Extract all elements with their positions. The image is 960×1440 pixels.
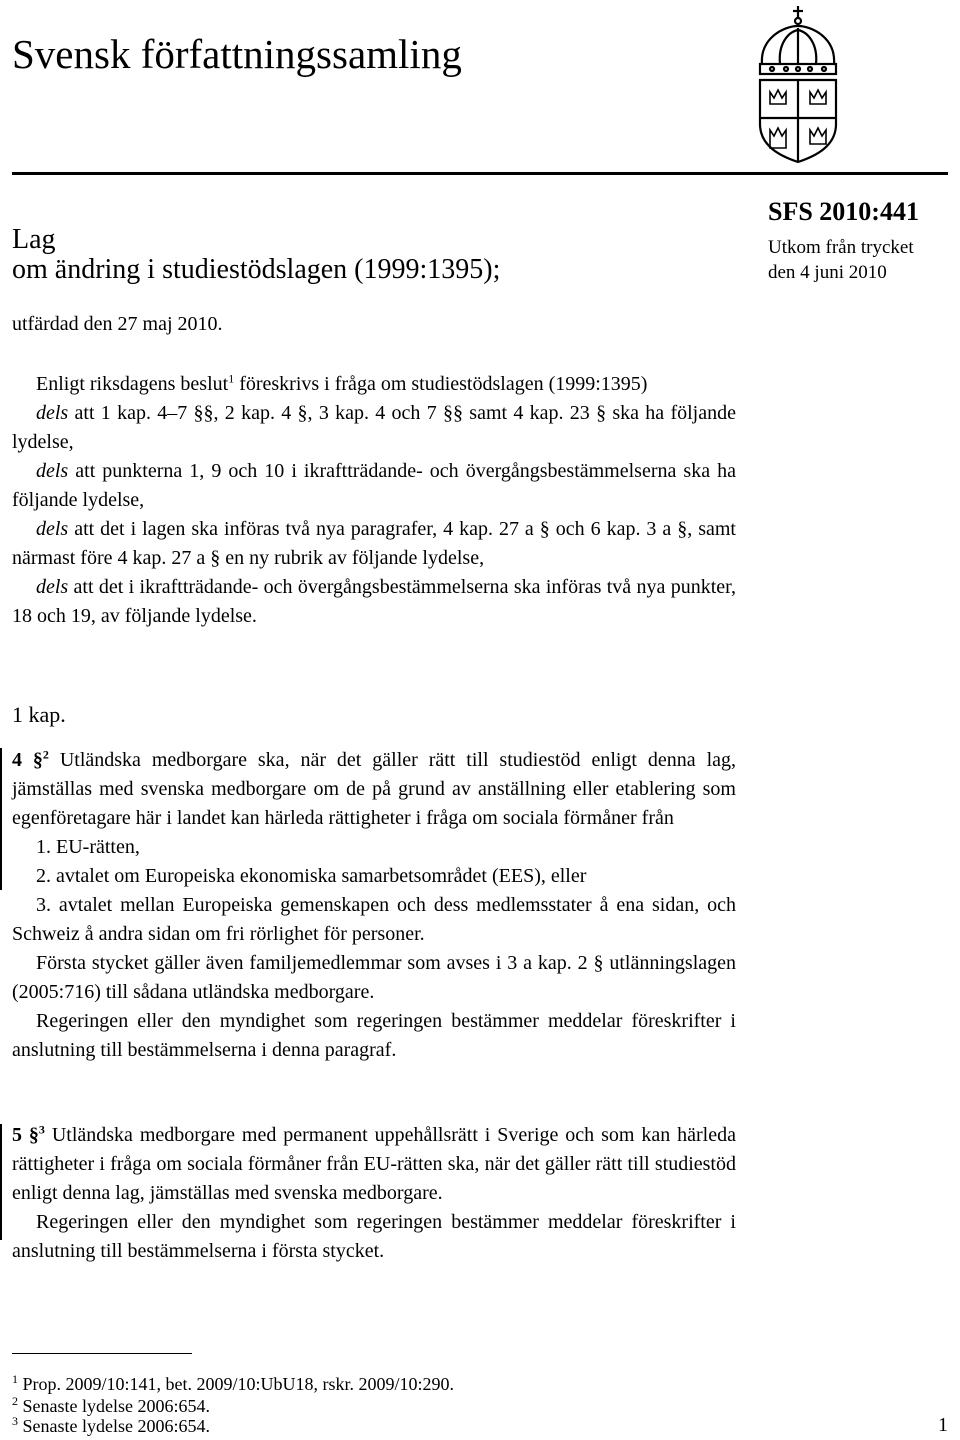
- publication-date: den 4 juni 2010: [768, 262, 887, 283]
- footnote-ref: 2: [42, 747, 49, 762]
- section-number: 4 §: [12, 749, 43, 771]
- law-title: om ändring i studiestödslagen (1999:1395);: [12, 254, 501, 285]
- list-item: 1. EU-rätten,: [36, 836, 140, 858]
- law-type: Lag: [12, 224, 56, 255]
- publication-note: Utkom från trycket: [768, 237, 914, 258]
- list-item: 3. avtalet mellan Europeiska gemenskapen och dess medlemsstater å ena sidan, och Schweiz å andra sidan om fri rörlighet för personer.: [12, 894, 736, 945]
- section-5-paragraph: 5 §$^3$ Utländska medborgare med permanent uppehållsrätt i Sverige och som kan härleda rättigheter i fråga om sociala förmåner från EU-rätten ska, när det gäller rätt till studiestöd enligt denna lag, jämställas med svenska medborgare.: [12, 1122, 736, 1204]
- issued-date: utfärdad den 27 maj 2010.: [12, 313, 223, 335]
- footnote: $^1$ Prop. 2009/10:141, bet. 2009/10:UbU18, rskr. 2009/10:290.: [12, 1372, 454, 1394]
- intro-paragraph: Enligt riksdagens beslut$^1$ föreskrivs i fråga om studiestödslagen (1999:1395): [36, 371, 648, 395]
- intro-dels-3: dels att det i lagen ska införas två nya paragrafer, 4 kap. 27 a § och 6 kap. 3 a §, samt närmast före 4 kap. 27 a § en ny rubrik av följande lydelse,: [12, 518, 736, 569]
- intro-text: [12, 370, 736, 631]
- collection-title: Svensk författningssamling: [12, 31, 462, 77]
- change-bar: [0, 748, 2, 890]
- page-number: 1: [938, 1414, 948, 1436]
- intro-dels-1: dels att 1 kap. 4–7 §§, 2 kap. 4 §, 3 kap. 4 och 7 §§ samt 4 kap. 23 § ska ha följande lydelse,: [12, 402, 736, 453]
- list-item: 2. avtalet om Europeiska ekonomiska samarbetsområdet (EES), eller: [36, 865, 587, 887]
- chapter-heading: 1 kap.: [12, 702, 66, 727]
- header-rule: [12, 172, 948, 175]
- section-number: 5 §: [12, 1124, 39, 1146]
- section-4-paragraph: 4 §$^2$ Utländska medborgare ska, när det gäller rätt till studiestöd enligt denna lag, jämställas med svenska medborgare om de på grund av anställning eller etablering som egenföretagare här i landet kan härleda rättigheter i fråga om sociala förmåner från: [12, 747, 737, 829]
- footnote-rule: [12, 1353, 192, 1354]
- footnote-ref: 3: [38, 1122, 45, 1137]
- swedish-coat-of-arms-icon: [750, 4, 846, 164]
- change-bar: [0, 1124, 2, 1240]
- intro-dels-2: dels att punkterna 1, 9 och 10 i ikraftträdande- och övergångsbestämmelserna ska ha följande lydelse,: [12, 460, 736, 511]
- section-4-paragraph: Regeringen eller den myndighet som regeringen bestämmer meddelar föreskrifter i anslutning till bestämmelserna i denna paragraf.: [12, 1010, 736, 1061]
- section-4: [12, 746, 736, 1065]
- intro-dels-4: dels att det i ikraftträdande- och övergångsbestämmelserna ska införas två nya punkter, 18 och 19, av följande lydelse.: [12, 576, 736, 627]
- section-5-paragraph: Regeringen eller den myndighet som regeringen bestämmer meddelar föreskrifter i anslutning till bestämmelserna i första stycket.: [12, 1211, 736, 1262]
- section-5: [12, 1121, 736, 1266]
- footnote: $^2$ Senaste lydelse 2006:654.: [12, 1394, 210, 1416]
- section-4-paragraph: Första stycket gäller även familjemedlemmar som avses i 3 a kap. 2 § utlänningslagen (2005:716) till sådana utländska medborgare.: [12, 952, 736, 1003]
- footnote-ref: 1: [228, 371, 235, 386]
- sfs-number: SFS 2010:441: [768, 197, 919, 226]
- footnote: $^3$ Senaste lydelse 2006:654.: [12, 1414, 210, 1436]
